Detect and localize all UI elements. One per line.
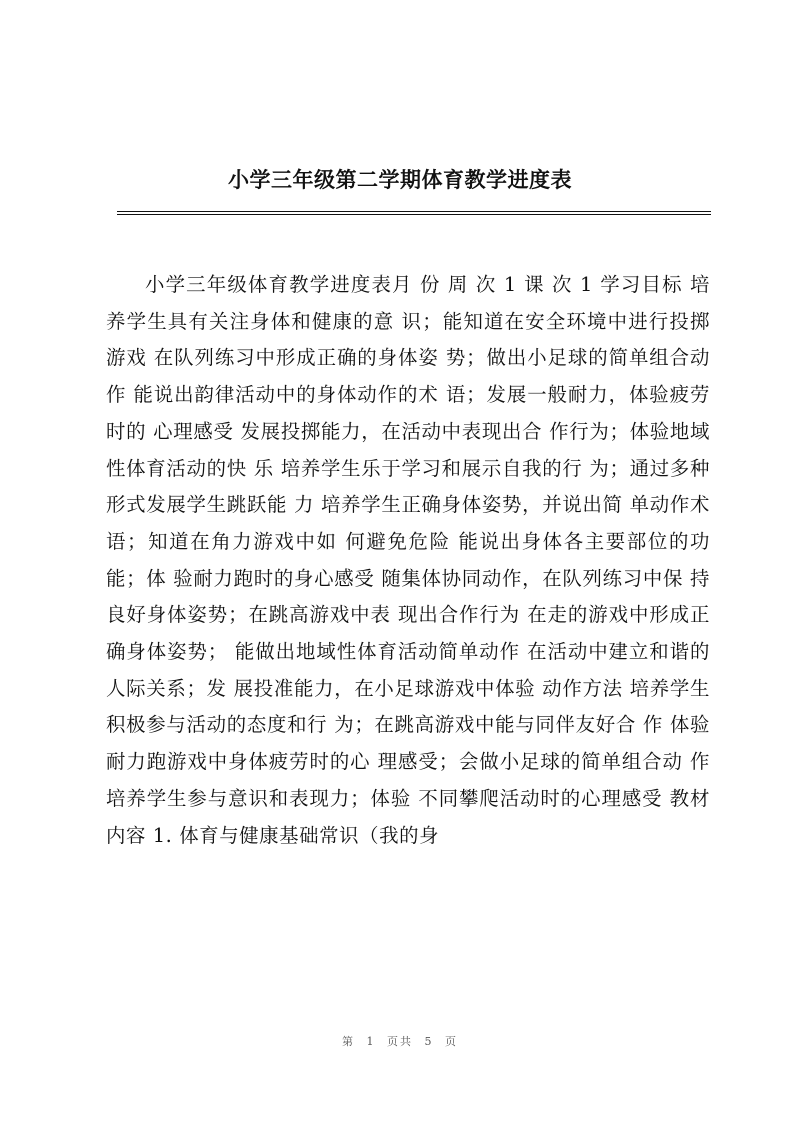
page-title: 小学三年级第二学期体育教学进度表 bbox=[228, 167, 572, 192]
body-paragraph: 小学三年级体育教学进度表月 份 周 次 1 课 次 1 学习目标 培养学生具有关注身体和健康的意 识；能知道在安全环境中进行投掷 游戏 在队列练习中形成正确的身体姿 势；做出小足球的简单组合动作 能说出韵律活动中的身体动作的术 语；发展一般耐力，体验疲劳时的 心理感受 发展投掷能力，在活动中表现出合 作行为；体验地域性体育活动的快 乐 培养学生乐于学习和展示自我的行 为；通过多种形式发展学生跳跃能 力 培养学生正确身体姿势，并说出简 单动作术语；知道在角力游戏中如 何避免危险 能说出身体各主要部位的功能；体 验耐力跑时的身心感受 随集体协同动作，在队列练习中保 持良好身体姿势；在跳高游戏中表 现出合作行为 在走的游戏中形成正确身体姿势； 能做出地域性体育活动简单动作 在活动中建立和谐的人际关系；发 展投准能力，在小足球游戏中体验 动作方法 培养学生积极参与活动的态度和行 为；在跳高游戏中能与同伴友好合 作 体验耐力跑游戏中身体疲劳时的心 理感受；会做小足球的简单组合动 作 培养学生参与意识和表现力；体验 不同攀爬活动时的心理感受 教材内容 1. 体育与健康基础常识（我的身 bbox=[106, 273, 710, 847]
title-divider bbox=[117, 211, 711, 215]
page-footer: 第 1 页共 5 页 bbox=[342, 1035, 458, 1048]
